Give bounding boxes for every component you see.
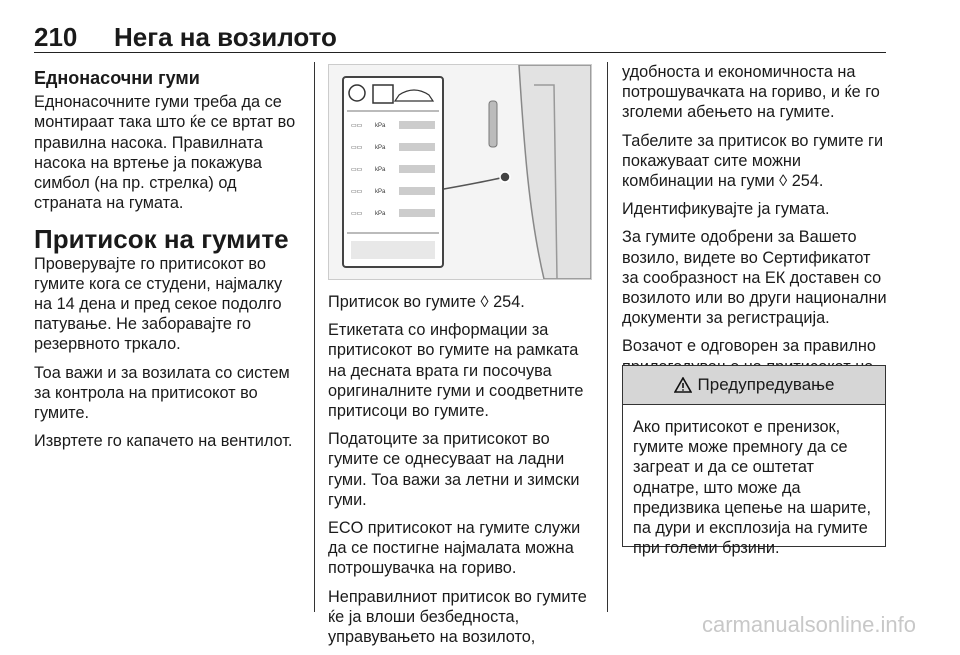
column-divider (607, 62, 608, 612)
unit-kpa: kPa (375, 123, 386, 129)
column-middle (328, 292, 598, 655)
column-right (622, 62, 887, 405)
paragraph: Тоа важи и за возилата со систем за контрола на притисокот во гумите. (34, 363, 290, 423)
page-number: 210 (34, 22, 78, 52)
unit-kpa: kPa (375, 189, 386, 195)
door-latch (489, 101, 497, 147)
unit-kpa: kPa (375, 145, 386, 151)
paragraph: Табелите за притисок во гумите ги покажуваат сите можни комбинации на гуми ◊ 254. (622, 131, 884, 191)
subheading-directional-tyres: Еднонасочни гуми (34, 68, 200, 88)
warning-box (622, 365, 886, 558)
warning-title: Предупредување (697, 375, 835, 394)
paragraph: Податоците за притисокот во гумите се однесуваат на ладни гуми. Тоа важи за летни и зимски гуми. (328, 430, 580, 509)
watermark: carmanualsonline.info (701, 612, 916, 637)
svg-text:▭▭: ▭▭ (351, 145, 363, 151)
tire-pressure-label-figure (328, 64, 592, 280)
paragraph: Проверувајте го притисокот во гумите кога се студени, најмалку на 14 дена и пред секое подолго патување. Не заборавајте го резервното тркало. (34, 254, 283, 354)
paragraph: Идентификувајте ја гумата. (622, 200, 830, 219)
paragraph-reference: Притисок во гумите ◊ 254. (328, 293, 525, 311)
section-heading-tyre-pressure: Притисок на гумите (34, 224, 289, 255)
svg-text:▭▭: ▭▭ (351, 189, 363, 195)
paragraph: удобноста и економичноста на потрошувачката на гориво, и ќе го зголеми абењето на гумите. (622, 63, 880, 122)
paragraph: За гумите одобрени за Вашето возило, видете во Сертификатот за сообразност на ЕК доставен со возилото или во други национални документи за регистрација. (622, 228, 887, 328)
label-location-marker (500, 172, 510, 182)
svg-text:▭▭: ▭▭ (351, 167, 363, 173)
unit-kpa: kPa (375, 167, 386, 173)
paragraph: Етикетата со информации за притисокот во гумите на рамката на десната врата ги посочува оригиналните гуми и соодветните притисоци во гумите. (328, 321, 584, 421)
paragraph: Извртете го капачето на вентилот. (34, 432, 293, 451)
paragraph: ECO притисокот на гумите служи да се постигне најмалата можна потрошувачка на гориво. (328, 519, 581, 578)
paragraph: Еднонасочните гуми треба да се монтираат така што ќе се вртат во правилна насока. Правилната насока на вртење ја покажува симбол (на пр. стрелка) од страната на гумата. (34, 93, 296, 213)
svg-text:▭▭: ▭▭ (351, 211, 363, 217)
unit-kpa: kPa (375, 211, 386, 217)
door-frame-illustration (329, 65, 591, 279)
column-divider (314, 62, 315, 612)
warning-header (623, 366, 885, 405)
page-title: Нега на возилото (114, 22, 337, 52)
paragraph: Неправилниот притисок во гумите ќе ја влоши безбедноста, управувањето на возилото, (328, 587, 587, 647)
paragraph: Возачот е одговорен за правилно (622, 337, 876, 356)
column-left (34, 62, 304, 459)
svg-text:▭▭: ▭▭ (351, 123, 363, 129)
warning-triangle-icon (674, 377, 692, 393)
page-header (34, 18, 886, 53)
warning-text: Ако притисокот е пренизок, гумите може премногу да се загреат и да се оштетат однатре, што може да предизвика цепење на шарите, па дури и експлозија на гумите при големи брзини. (633, 418, 871, 558)
